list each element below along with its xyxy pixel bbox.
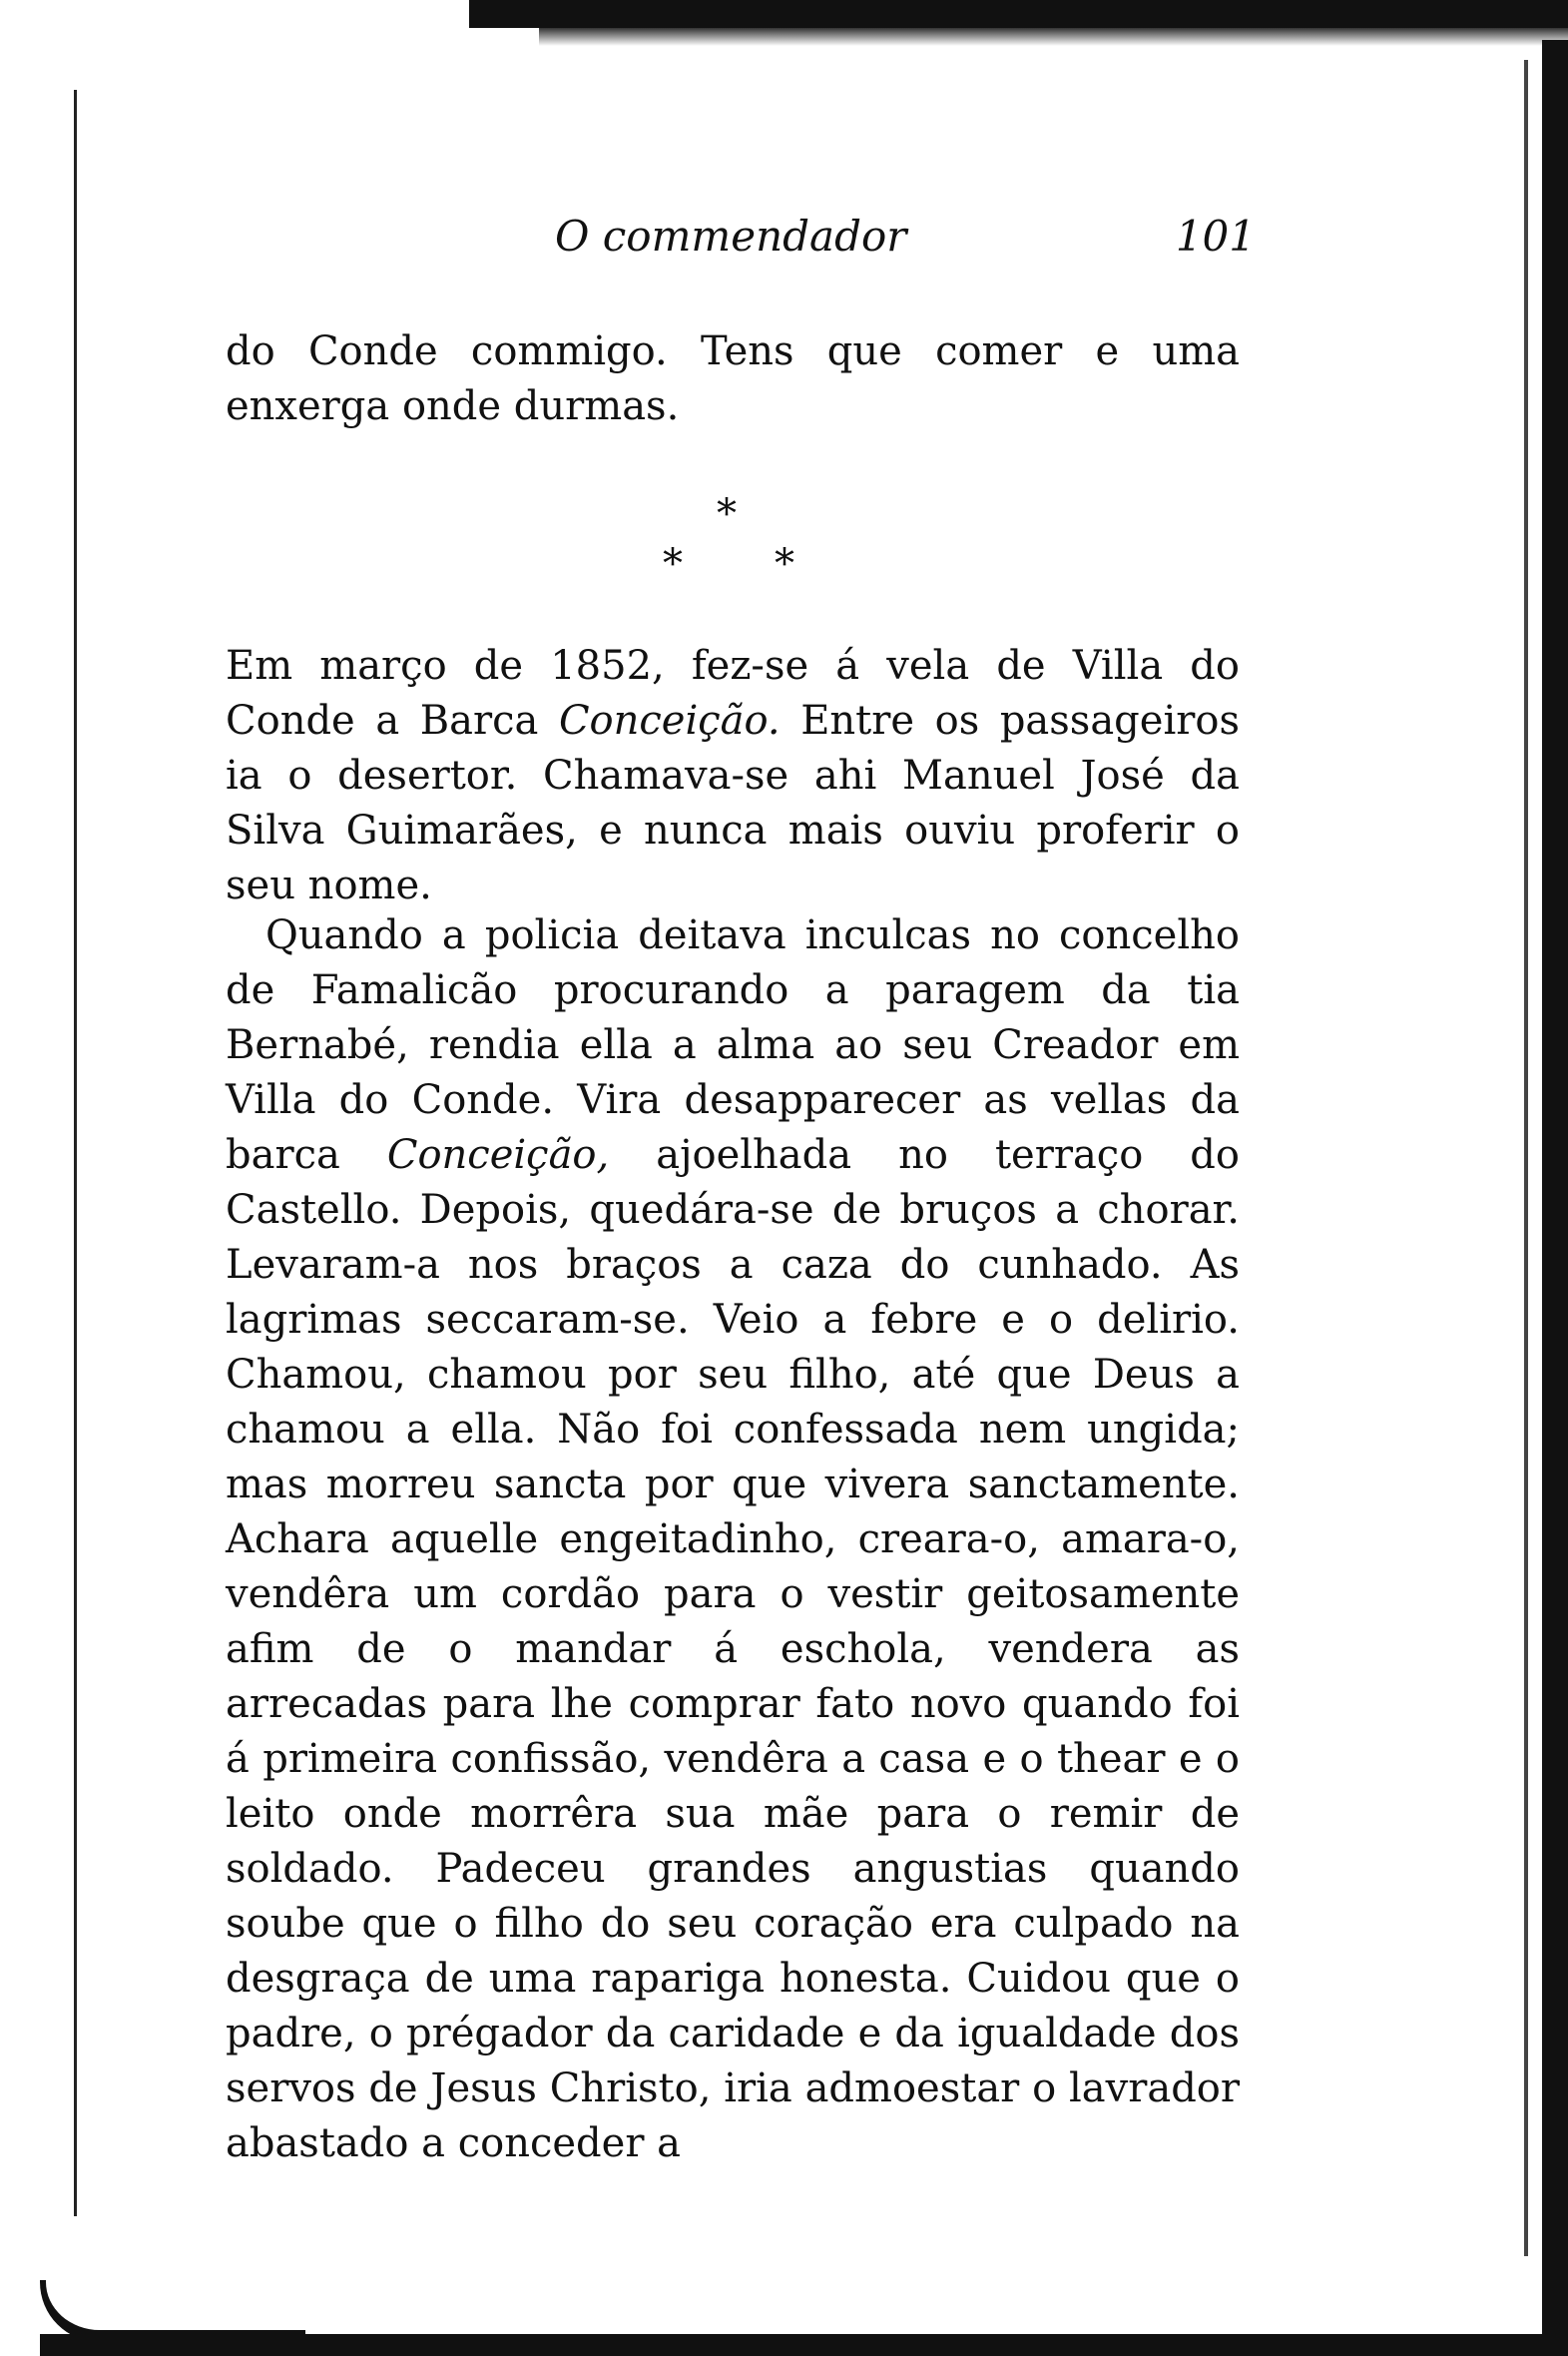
asterism-star: * (717, 491, 737, 537)
page-number: 101 (1175, 212, 1256, 261)
section-break-asterism (0, 491, 1568, 591)
running-title: O commendador (555, 212, 907, 261)
scan-right-shadow (1524, 60, 1528, 2256)
page-header (226, 212, 1264, 272)
scan-top-edge (469, 0, 1568, 28)
paragraph-text (226, 908, 1240, 2171)
text-run: ajoelhada no terraço do Castello. Depois, quedára-se de bruços a chorar. Levaram-a nos braços a caza do cunhado. As lagrimas seccaram-se. Veio a febre e o delirio. Chamou, chamou por seu filho, até que Deus a chamou a ella. Não foi confessada nem ungida; mas morreu sancta por que vivera sanctamente. Achara aquelle engeitadinho, creara-o, amara-o, vendêra um cordão para o vestir geitosamente afim de o mandar á eschola, vendera as arrecadas para lhe comprar fato novo quando foi á primeira confissão, vendêra a casa e o thear e o leito onde morrêra sua mãe para o remir de soldado. Padeceu grandes angustias quando soube que o filho do seu coração era culpado na desgraça de uma rapariga honesta. Cuidou que o padre, o prégador da caridade e da igualdade dos servos de Jesus Christo, iria admoestar o lavrador abastado a conceder a (226, 1132, 1240, 2166)
scan-right-edge (1542, 40, 1568, 2356)
text-run: Entre os passageiros ia o desertor. Chamava-se ahi Manuel José da Silva Guimarães, e nunca mais ouviu proferir o seu nome. (226, 698, 1240, 908)
paragraph-text (226, 639, 1240, 913)
ship-name-italic: Conceição. (558, 698, 781, 744)
scan-top-shadow (539, 28, 1568, 46)
asterism-star: * (663, 541, 683, 587)
paragraph-2 (226, 639, 1240, 913)
text-run: Em março de 1852, fez-se á vela de Villa do Conde a Barca (226, 643, 1240, 744)
ship-name-italic: Conceição, (386, 1132, 610, 1178)
asterism-star: * (775, 541, 794, 587)
scan-bottom-edge (40, 2334, 1568, 2356)
paragraph-text: do Conde commigo. Tens que comer e uma enxerga onde durmas. (226, 328, 1240, 429)
scan-left-edge (74, 90, 77, 2216)
paragraph-1 (226, 324, 1240, 434)
text-run: Quando a policia deitava inculcas no concelho de Famalicão procurando a paragem da tia Bernabé, rendia ella a alma ao seu Creador em Villa do Conde. Vira desapparecer as vellas da barca (226, 912, 1240, 1178)
paragraph-3 (226, 908, 1240, 2171)
scan-bottom-curl (40, 2280, 305, 2342)
